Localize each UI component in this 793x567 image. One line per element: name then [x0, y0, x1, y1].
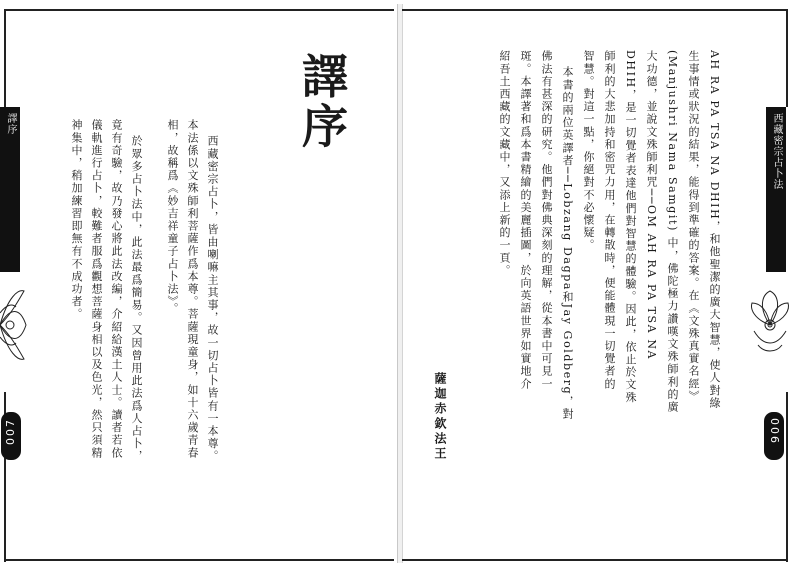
text-column: 智慧。對這一點，你絕對不必懷疑。 [582, 50, 595, 252]
page-title: 譯序 [295, 52, 349, 152]
text-column: 本書的兩位英譯者──Lobzang Dagpa和Jay Goldberg，對 [561, 66, 574, 421]
text-column: 生事情或狀況的結果，能得到準確的答案。在《文殊真實名經》 [687, 50, 700, 403]
left-bottom-rule [4, 559, 394, 561]
right-page-number: 006 [764, 412, 784, 460]
text-column: 神集中，稍加練習即無有不成功者。 [70, 119, 83, 321]
left-lotus-ornament [0, 285, 30, 365]
text-column: 紹吾土西藏的文藏中，又添上新的一頁。 [498, 50, 511, 277]
left-frame-top [4, 9, 6, 107]
left-top-rule [4, 9, 394, 11]
right-lotus-ornament [748, 285, 793, 365]
text-column: DHIH，是一切覺者表達他們對智慧的體驗。因此，依止於文殊 [624, 50, 637, 404]
right-tab-label: 西藏密宗占卜法 [771, 113, 782, 190]
left-tab-label: 譯序 [5, 113, 16, 135]
text-column: 佛法有甚深的研究。他們對佛典深刻的理解，從本書中可見一 [540, 50, 553, 391]
book-gutter [397, 4, 403, 563]
text-column: 西藏密宗占卜，皆由喇嘛主其事，故一切占卜皆有一本尊。 [206, 135, 219, 463]
right-top-rule [402, 9, 788, 11]
right-frame-bottom [786, 392, 788, 562]
right-frame-top [786, 9, 788, 107]
text-column: 師利的大悲加持和密咒力用，在轉散時，便能體現一切覺者的 [603, 50, 616, 391]
right-chapter-tab [766, 107, 786, 272]
text-column: 於眾多占卜法中，此法最爲簡易。又因曾用此法爲人占卜， [130, 135, 143, 463]
text-column: 大功德，並說文殊師利咒──OM AH RA PA TSA NA [645, 50, 658, 361]
text-column: 斑。本譯著和爲本書精繪的美麗插圖，於向英語世界如實地介 [519, 50, 532, 391]
text-column: 竟有奇驗，故乃發心將此法改編，介紹給漢土人士。讀者若依 [110, 119, 123, 460]
left-page-number: 007 [1, 412, 21, 460]
text-column: 儀軌進行占卜，較難者服爲觀想菩薩身相以及色光，然只須精 [90, 119, 103, 460]
signature: 薩迦赤欽法王 [433, 372, 447, 462]
text-column: (Manjushri Nama Samgit) 中，佛陀極力讚嘆文殊師利的廣 [666, 50, 679, 414]
right-bottom-rule [402, 559, 788, 561]
left-chapter-tab [0, 107, 20, 272]
text-column: AH RA PA TSA NA DHIH，和他聖潔的廣大智慧，使人對綠 [708, 50, 721, 410]
text-column: 本法係以文殊師利菩薩作爲本尊。菩薩現童身，如十六歲青春 [186, 119, 199, 460]
text-column: 相，故稱爲《妙吉祥童子占卜法》。 [166, 119, 179, 316]
